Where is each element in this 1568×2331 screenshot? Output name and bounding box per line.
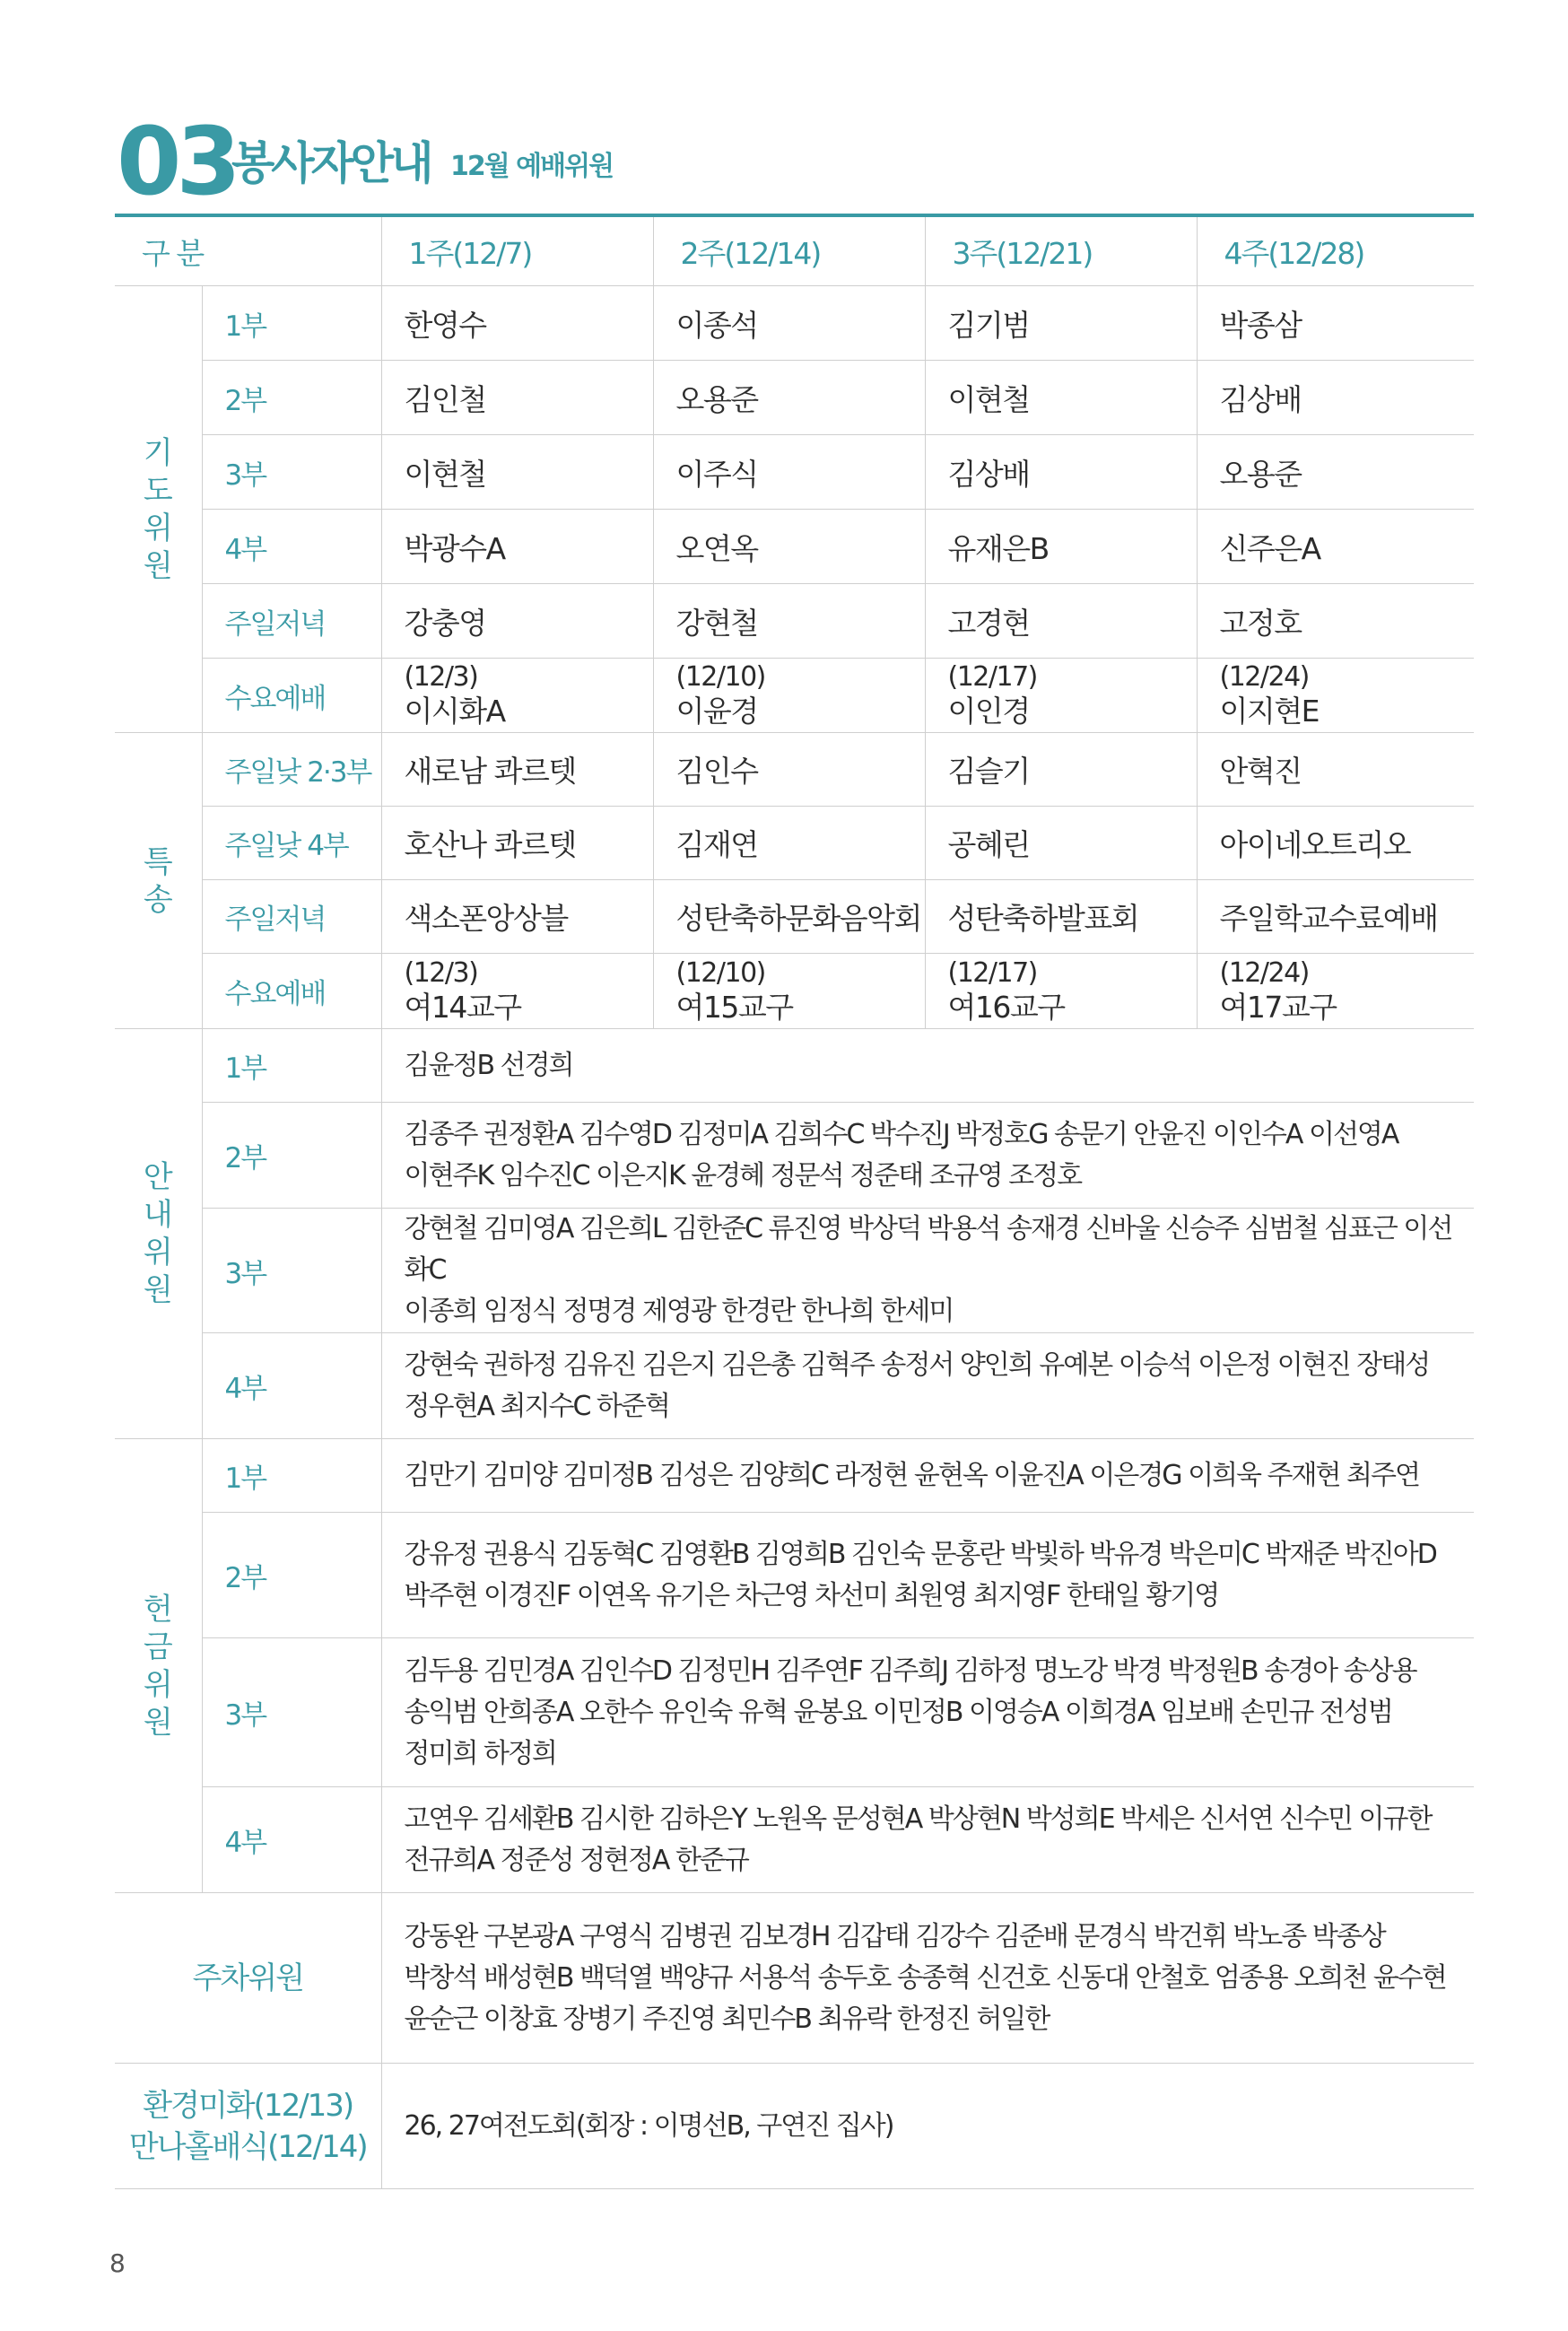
names-cell: 강유정 권용식 김동혁C 김영환B 김영희B 김인숙 문홍란 박빛하 박유경 박은미C 박재준 박진아D 박주현 이경진F 이연옥 유기은 차근영 차선미 최원영 최지영F 한태일 황기영 <box>381 1513 1474 1638</box>
names-cell: 김만기 김미양 김미정B 김성은 김양희C 라정현 윤현옥 이윤진A 이은경G 이희욱 주재현 최주연 <box>381 1439 1474 1513</box>
page-number: 8 <box>109 2248 126 2278</box>
row-label: 1부 <box>202 1439 381 1513</box>
section-number: 03 <box>117 107 236 216</box>
cell: 고경현 <box>925 584 1197 659</box>
cell: 오용준 <box>1197 435 1474 510</box>
table-row <box>115 1029 1474 1103</box>
table-row <box>115 1638 1474 1787</box>
row-label: 3부 <box>202 435 381 510</box>
table-row <box>115 510 1474 584</box>
table-row <box>115 1333 1474 1439</box>
row-label: 4부 <box>202 1333 381 1439</box>
row-label: 2부 <box>202 1513 381 1638</box>
cell: 강충영 <box>381 584 653 659</box>
category-offering: 헌 금 위 원 <box>115 1439 202 1893</box>
table-row <box>115 1893 1474 2064</box>
cell: 김상배 <box>1197 361 1474 435</box>
cell: 색소폰앙상블 <box>381 880 653 954</box>
cell: 박종삼 <box>1197 286 1474 361</box>
category-prayer: 기 도 위 원 <box>115 286 202 733</box>
cell: 신주은A <box>1197 510 1474 584</box>
names-cell: 김종주 권정환A 김수영D 김정미A 김희수C 박수진J 박정호G 송문기 안윤진 이인수A 이선영A 이현주K 임수진C 이은지K 윤경혜 정문석 정준태 조규영 조정호 <box>381 1103 1474 1209</box>
category-parking: 주차위원 <box>115 1893 381 2064</box>
row-label: 주일저녁 <box>202 880 381 954</box>
cell: 이현철 <box>381 435 653 510</box>
names-cell: 26, 27여전도회(회장 : 이명선B, 구연진 집사) <box>381 2064 1474 2189</box>
cell: (12/24) 여17교구 <box>1197 954 1474 1029</box>
cell: 아이네오트리오 <box>1197 807 1474 880</box>
table-row <box>115 733 1474 807</box>
row-label: 주일낮 2·3부 <box>202 733 381 807</box>
table-row <box>115 1787 1474 1893</box>
category-guide: 안 내 위 원 <box>115 1029 202 1439</box>
row-label: 수요예배 <box>202 954 381 1029</box>
names-cell: 고연우 김세환B 김시한 김하은Y 노원옥 문성현A 박상현N 박성희E 박세은 신서연 신수민 이규한 전규희A 정준성 정현정A 한준규 <box>381 1787 1474 1893</box>
cell: 김인수 <box>653 733 925 807</box>
header-gubun: 구 분 <box>115 215 381 286</box>
table-row <box>115 361 1474 435</box>
names-cell: 강동완 구본광A 구영식 김병권 김보경H 김갑태 김강수 김준배 문경식 박건휘 박노종 박종상 박창석 배성현B 백덕열 백양규 서용석 송두호 송종혁 신건호 신동대 안철호 엄종용 오희천 윤수현 윤순근 이창효 장병기 주진영 최민수B 최유락 한정진 허일한 <box>381 1893 1474 2064</box>
names-cell: 강현철 김미영A 김은희L 김한준C 류진영 박상덕 박용석 송재경 신바울 신승주 심범철 심표근 이선화C 이종희 임정식 정명경 제영광 한경란 한나희 한세미 <box>381 1209 1474 1333</box>
table-row <box>115 1209 1474 1333</box>
header-week-1: 1주(12/7) <box>381 215 653 286</box>
table-row <box>115 584 1474 659</box>
table-row <box>115 1513 1474 1638</box>
names-cell: 강현숙 권하정 김유진 김은지 김은총 김혁주 송정서 양인희 유예본 이승석 이은정 이현진 장태성 정우현A 최지수C 하준혁 <box>381 1333 1474 1439</box>
cell: 성탄축하발표회 <box>925 880 1197 954</box>
row-label: 1부 <box>202 1029 381 1103</box>
cell: 김기범 <box>925 286 1197 361</box>
table-row <box>115 1439 1474 1513</box>
category-environment: 환경미화(12/13) 만나홀배식(12/14) <box>115 2064 381 2189</box>
cell: (12/17) 여16교구 <box>925 954 1197 1029</box>
cell: (12/10) 이윤경 <box>653 659 925 733</box>
cell: 유재은B <box>925 510 1197 584</box>
cell: 안혁진 <box>1197 733 1474 807</box>
section-title: 봉사자안내 <box>231 137 431 189</box>
cell: (12/3) 여14교구 <box>381 954 653 1029</box>
category-special: 특 송 <box>115 733 202 1029</box>
section-subtitle: 12월 예배위원 <box>450 151 614 182</box>
cell: 김인철 <box>381 361 653 435</box>
row-label: 수요예배 <box>202 659 381 733</box>
row-label: 4부 <box>202 510 381 584</box>
row-label: 2부 <box>202 1103 381 1209</box>
cell: 강현철 <box>653 584 925 659</box>
cell: 김슬기 <box>925 733 1197 807</box>
cell: 오용준 <box>653 361 925 435</box>
row-label: 주일저녁 <box>202 584 381 659</box>
cell: 이현철 <box>925 361 1197 435</box>
cell: 호산나 콰르텟 <box>381 807 653 880</box>
cell: 이종석 <box>653 286 925 361</box>
row-label: 1부 <box>202 286 381 361</box>
table-row <box>115 807 1474 880</box>
header-week-4: 4주(12/28) <box>1197 215 1474 286</box>
cell: 김재연 <box>653 807 925 880</box>
cell: 고정호 <box>1197 584 1474 659</box>
names-cell: 김윤정B 선경희 <box>381 1029 1474 1103</box>
cell: 주일학교수료예배 <box>1197 880 1474 954</box>
table-row <box>115 659 1474 733</box>
header-week-2: 2주(12/14) <box>653 215 925 286</box>
cell: (12/3) 이시화A <box>381 659 653 733</box>
cell: 새로남 콰르텟 <box>381 733 653 807</box>
cell: 한영수 <box>381 286 653 361</box>
cell: 성탄축하문화음악회 <box>653 880 925 954</box>
row-label: 주일낮 4부 <box>202 807 381 880</box>
row-label: 3부 <box>202 1638 381 1787</box>
cell: (12/24) 이지현E <box>1197 659 1474 733</box>
table-row <box>115 2064 1474 2189</box>
cell: 공혜린 <box>925 807 1197 880</box>
row-label: 3부 <box>202 1209 381 1333</box>
cell: 오연옥 <box>653 510 925 584</box>
row-label: 4부 <box>202 1787 381 1893</box>
header-week-3: 3주(12/21) <box>925 215 1197 286</box>
cell: 김상배 <box>925 435 1197 510</box>
table-row <box>115 286 1474 361</box>
table-row <box>115 1103 1474 1209</box>
cell: (12/10) 여15교구 <box>653 954 925 1029</box>
table-header-row <box>115 215 1474 286</box>
row-label: 2부 <box>202 361 381 435</box>
table-row <box>115 435 1474 510</box>
cell: 이주식 <box>653 435 925 510</box>
names-cell: 김두용 김민경A 김인수D 김정민H 김주연F 김주희J 김하정 명노강 박경 박정원B 송경아 송상용 송익범 안희종A 오한수 유인숙 유혁 윤봉요 이민정B 이영승A 이희경A 임보배 손민규 전성범 정미희 하정희 <box>381 1638 1474 1787</box>
volunteer-schedule-table <box>115 214 1474 2189</box>
table-row <box>115 880 1474 954</box>
cell: (12/17) 이인경 <box>925 659 1197 733</box>
table-row <box>115 954 1474 1029</box>
cell: 박광수A <box>381 510 653 584</box>
